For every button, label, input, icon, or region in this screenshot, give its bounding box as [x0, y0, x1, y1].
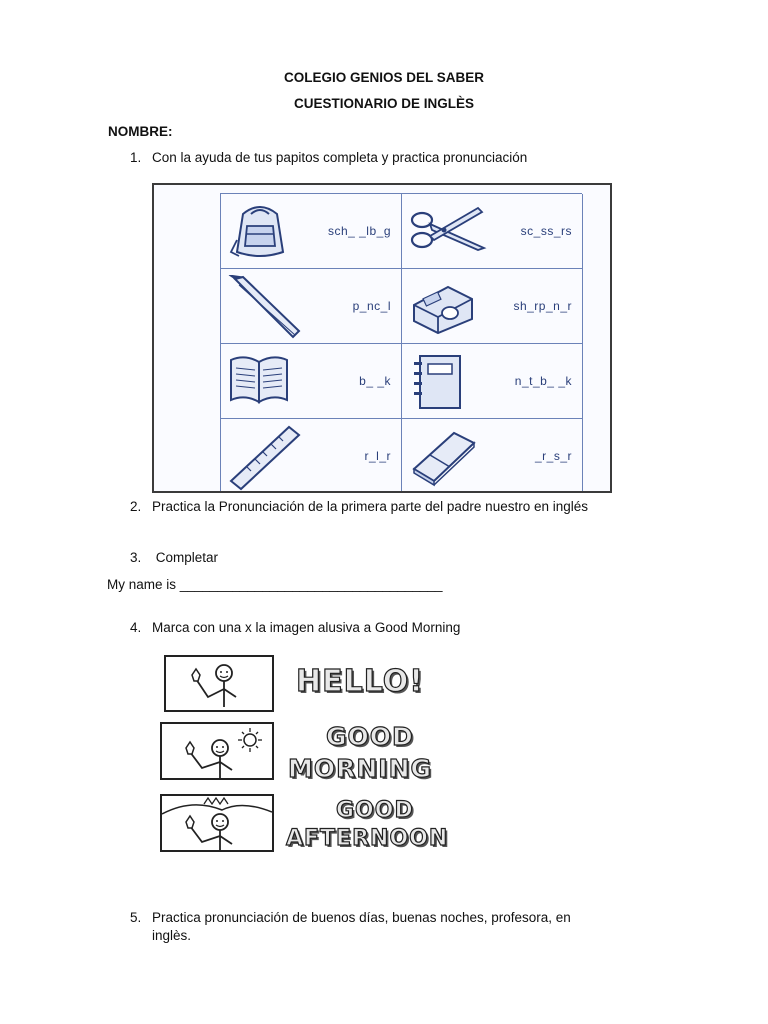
eraser-icon	[408, 425, 488, 487]
question-5-continuation: inglès.	[152, 928, 192, 943]
question-number: 2.	[130, 499, 142, 514]
question-text: Practica la Pronunciación de la primera parte del padre nuestro en inglés	[152, 499, 589, 514]
question-1	[130, 150, 527, 165]
greeting-word-hello: HELLO!	[296, 664, 424, 699]
backpack-icon	[227, 200, 293, 262]
vocabulary-grid	[220, 193, 582, 493]
sharpener-icon	[408, 275, 478, 337]
waving-child-icon	[166, 657, 272, 710]
vocab-cell-pencil	[221, 269, 402, 344]
question-text: Marca con una x la imagen alusiva a Good Morning	[152, 620, 461, 635]
pencil-icon	[227, 275, 307, 341]
notebook-icon	[408, 350, 468, 412]
vocab-word: sch_ _lb_g	[327, 224, 391, 238]
question-5	[130, 910, 571, 925]
vocab-word: b_ _k	[359, 374, 391, 388]
vocab-cell-scissors	[402, 194, 583, 269]
name-label: NOMBRE:	[108, 124, 173, 139]
greeting-image-hello[interactable]	[164, 655, 274, 712]
waving-child-hills-icon	[162, 796, 272, 850]
greeting-word-morning: MORNING	[288, 754, 433, 783]
vocab-word: p_nc_l	[352, 299, 391, 313]
greeting-image-good-afternoon[interactable]	[160, 794, 274, 852]
question-text: Completar	[152, 550, 219, 565]
question-text: Con la ayuda de tus papitos completa y practica pronunciación	[152, 150, 528, 165]
question-4	[130, 620, 460, 635]
vocab-word: _r_s_r	[534, 449, 572, 463]
vocab-cell-ruler	[221, 419, 402, 493]
vocabulary-exercise	[152, 183, 612, 493]
greeting-image-good-morning[interactable]	[160, 722, 274, 780]
question-2	[130, 499, 588, 514]
vocab-word: sc_ss_rs	[520, 224, 572, 238]
vocab-word: n_t_b_ _k	[514, 374, 572, 388]
vocab-cell-notebook	[402, 344, 583, 419]
waving-child-sun-icon	[162, 724, 272, 778]
greeting-word-afternoon: AFTERNOON	[286, 826, 449, 851]
scissors-icon	[408, 200, 488, 262]
question-number: 4.	[130, 620, 142, 635]
question-number: 1.	[130, 150, 142, 165]
vocab-cell-eraser	[402, 419, 583, 493]
question-number: 3.	[130, 550, 142, 565]
vocab-cell-book	[221, 344, 402, 419]
greeting-word-good: GOOD	[336, 798, 414, 823]
ruler-icon	[227, 425, 307, 491]
question-3	[130, 550, 218, 565]
question-text: Practica pronunciación de buenos días, buenas noches, profesora, en	[152, 910, 571, 925]
my-name-line[interactable]: My name is ___________________________________	[107, 577, 443, 592]
school-name: COLEGIO GENIOS DEL SABER	[283, 70, 485, 85]
vocab-word: sh_rp_n_r	[513, 299, 572, 313]
book-icon	[227, 350, 293, 412]
worksheet-title: CUESTIONARIO DE INGLÈS	[293, 96, 474, 111]
question-number: 5.	[130, 910, 142, 925]
vocab-cell-backpack	[221, 194, 402, 269]
vocab-word: r_l_r	[364, 449, 391, 463]
vocab-cell-sharpener	[402, 269, 583, 344]
greeting-word-good: GOOD	[326, 722, 414, 751]
